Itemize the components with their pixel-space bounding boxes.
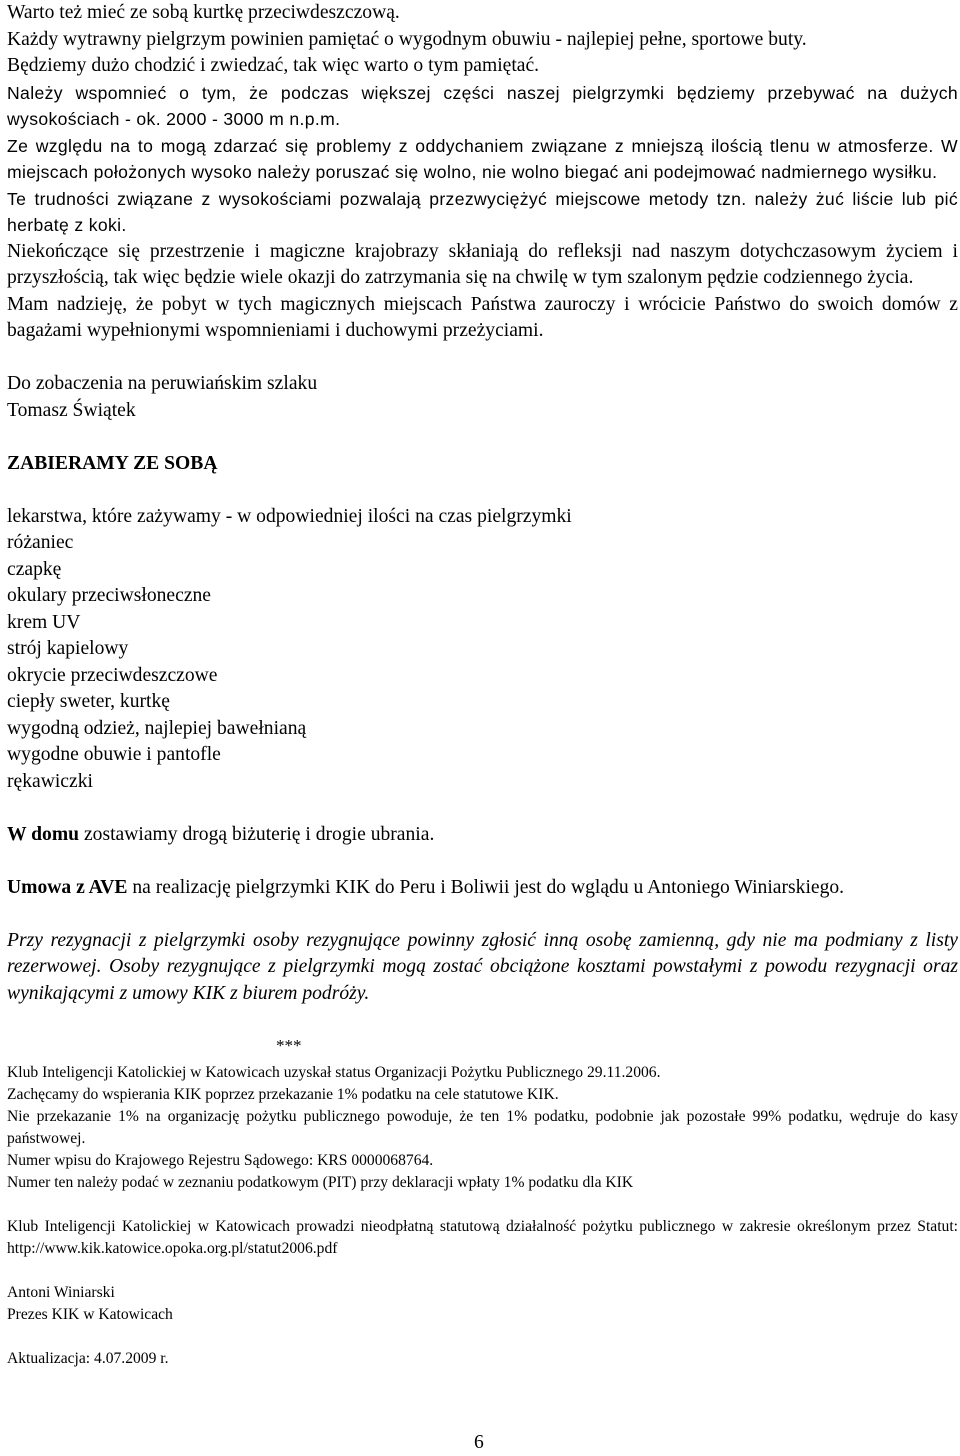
list-item: wygodne obuwie i pantofle bbox=[7, 744, 221, 765]
resignation-paragraph: Przy rezygnacji z pielgrzymki osoby rezygnujące powinny zgłosić inną osobę zamienną, gdy nie ma podmiany z listy rezerwowej. Osoby rezygnujące z pielgrzymki mogą zostać obciążone kosztami powstałymi z powodu rezygnacji oraz wynikającymi z umowy KIK z biurem podróży. bbox=[7, 929, 958, 1004]
footer-line-3: Nie przekazanie 1% na organizację pożytku publicznego powoduje, że ten 1% podatku, podobnie jak pozostałe 99% podatku, wędruje do kasy państwowej. bbox=[7, 1107, 958, 1147]
home-paragraph bbox=[7, 822, 958, 849]
list-item: okulary przeciwsłoneczne bbox=[7, 585, 212, 606]
list-item: krem UV bbox=[7, 611, 81, 633]
contract-rest: na realizację pielgrzymki KIK do Peru i Boliwii jest do wglądu u Antoniego Winiarskiego. bbox=[127, 876, 845, 898]
list-item: strój kapielowy bbox=[7, 638, 129, 659]
list-item: rękawiczki bbox=[7, 770, 93, 792]
list-item: czapkę bbox=[7, 558, 62, 580]
list-item: wygodną odzież, najlepiej bawełnianą bbox=[7, 717, 307, 739]
intro-line-1: Warto też mieć ze sobą kurtkę przeciwdeszczową. bbox=[7, 2, 400, 23]
update-date: Aktualizacja: 4.07.2009 r. bbox=[7, 1349, 169, 1367]
statute-paragraph: Klub Inteligencji Katolickiej w Katowicach prowadzi nieodpłatną statutową działalność pożytku publicznego w zakresie określonym przez Statut: http://www.kik.katowice.opoka.org.pl/statut2006.pdf bbox=[7, 1217, 958, 1257]
breathing-paragraph: Ze względu na to mogą zdarzać się problemy z oddychaniem związane z mniejszą ilością tlenu w atmosferze. W miejscach położonych wysoko należy poruszać się wolno, nie wolno biegać ani podejmować nadmiernego wysiłku. bbox=[7, 135, 958, 182]
reflection-paragraph: Niekończące się przestrzenie i magiczne krajobrazy skłaniają do refleksji nad naszym dotychczasowym życiem i przyszłością, tak więc będzie wiele okazji do zatrzymania się na chwilę w tym szalonym pędzie codziennego życia. bbox=[7, 240, 958, 288]
intro-line-3: Będziemy dużo chodzić i zwiedzać, tak więc warto o tym pamiętać. bbox=[7, 55, 540, 76]
list-item: różaniec bbox=[7, 532, 74, 553]
farewell-line: Do zobaczenia na peruwiańskim szlaku bbox=[7, 373, 318, 394]
page-number: 6 bbox=[474, 1432, 484, 1453]
signature-title: Prezes KIK w Katowicach bbox=[7, 1305, 173, 1323]
contract-paragraph bbox=[7, 875, 958, 902]
list-item: ciepły sweter, kurtkę bbox=[7, 691, 170, 712]
footer-line-2: Zachęcamy do wspierania KIK poprzez przekazanie 1% podatku na cele statutowe KIK. bbox=[7, 1085, 559, 1103]
signature-name: Antoni Winiarski bbox=[7, 1283, 115, 1301]
home-rest: zostawiamy drogą biżuterię i drogie ubrania. bbox=[79, 823, 435, 845]
footer-line-5: Numer ten należy podać w zeznaniu podatkowym (PIT) przy deklaracji wpłaty 1% podatku dla KIK bbox=[7, 1173, 634, 1191]
home-bold: W domu bbox=[7, 823, 80, 845]
separator-stars: *** bbox=[276, 1035, 302, 1055]
hope-paragraph: Mam nadzieję, że pobyt w tych magicznych miejscach Państwa zauroczy i wrócicie Państwo do swoich domów z bagażami wypełnionymi wspomnieniami i duchowymi przeżyciami. bbox=[7, 293, 958, 341]
document-page bbox=[7, 0, 958, 1370]
altitude-paragraph: Należy wspomnieć o tym, że podczas większej części naszej pielgrzymki będziemy przebywać na dużych wysokościach - ok. 2000 - 3000 m n.p.m. bbox=[7, 82, 958, 129]
packing-list bbox=[7, 504, 958, 796]
contract-bold: Umowa z AVE bbox=[7, 876, 128, 898]
packing-heading: ZABIERAMY ZE SOBĄ bbox=[7, 452, 218, 474]
author-line: Tomasz Świątek bbox=[7, 399, 136, 421]
footer-line-1: Klub Inteligencji Katolickiej w Katowicach uzyskał status Organizacji Pożytku Publicznego 29.11.2006. bbox=[7, 1063, 661, 1081]
footer-line-4: Numer wpisu do Krajowego Rejestru Sądowego: KRS 0000068764. bbox=[7, 1151, 434, 1169]
list-item: okrycie przeciwdeszczowe bbox=[7, 664, 218, 686]
list-item: lekarstwa, które zażywamy - w odpowiedniej ilości na czas pielgrzymki bbox=[7, 505, 572, 527]
intro-line-2: Każdy wytrawny pielgrzym powinien pamiętać o wygodnym obuwiu - najlepiej pełne, sportowe buty. bbox=[7, 28, 807, 50]
coca-paragraph: Te trudności związane z wysokościami pozwalają przezwyciężyć miejscowe metody tzn. należy żuć liście lub pić herbatę z koki. bbox=[7, 188, 958, 235]
